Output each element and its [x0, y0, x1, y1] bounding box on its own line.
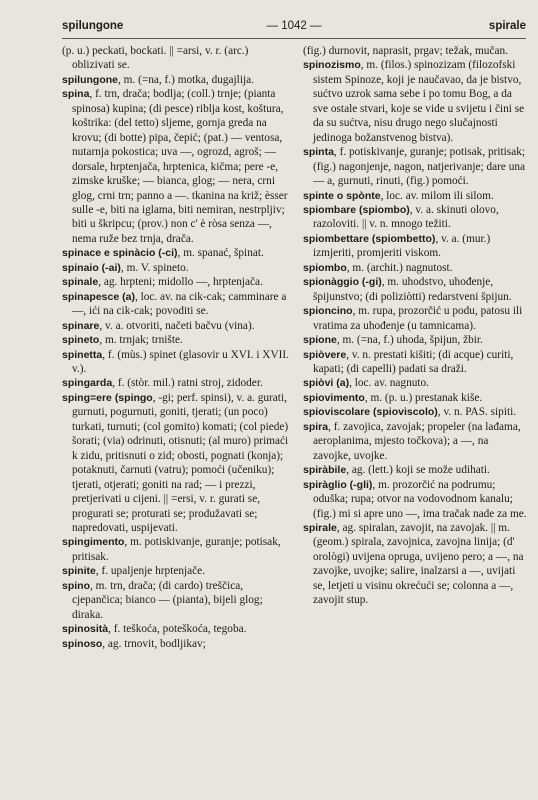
dictionary-entry: spinale, ag. hrpteni; midollo —, hrptenjača. [62, 276, 263, 289]
page-number: — 1042 — [266, 20, 322, 32]
dictionary-entry: spirale, ag. spiralan, zavojit, na zavojak. || m. (geom.) spirala, zavojnica, zavojna linija; (d' orològi) uvijena opruga, uvijeno pero; a —, na zavojke, uvojke; salire, inalzarsi a —, uvijati se, letjeti u visinu okrećući se; colonna a —, zavojit stup. [303, 521, 524, 607]
dictionary-entry: spiombare (spiombo), v. a. skinuti olovo, razoloviti. || v. n. mnogo težiti. [303, 203, 499, 231]
dictionary-entry: spiombettare (spiombetto), v. a. (mur.) izmjeriti, promjeriti viskom. [303, 232, 491, 260]
dictionary-entry: spinace e spinàcio (-ci), m. spanać, špinat. [62, 247, 264, 260]
left-column [62, 44, 292, 651]
dictionary-entry: (p. u.) peckati, bockati. || =arsi, v. r. (arc.) oblizivati se. [62, 45, 249, 72]
dictionary-entry: spinoso, ag. trnovit, bodljikav; [62, 637, 206, 650]
dictionary-entry: spiràglio (-gli), m. prozorčić na podrumu; oduška; rupa; otvor na vodovodnom kanalu; (fig.) mi si apre uno —, ima tračak nade za me. [303, 478, 527, 520]
dictionary-entry: spiòvi (a), loc. av. nagnuto. [303, 377, 429, 390]
dictionary-entry: spira, f. zavojica, zavojak; propeler (na lađama, aeroplanima, mjesto točkova); a —, na zavojke, uvojke. [303, 420, 521, 462]
dictionary-entry: spineto, m. trnjak; trnište. [62, 334, 183, 347]
dictionary-entry: spinite, f. upaljenje hrptenjače. [62, 565, 205, 578]
dictionary-entry: spinapesce (a), loc. av. na cik-cak; camminare a —, ići na cik-cak; povoditi se. [62, 290, 287, 318]
dictionary-entry: spiovimento, m. (p. u.) prestanak kiše. [303, 391, 483, 404]
dictionary-entry: spinaio (-ai), m. V. spineto. [62, 261, 189, 274]
right-column [303, 44, 529, 608]
dictionary-entry: spilungone, m. (=na, f.) motka, dugajlija. [62, 73, 254, 86]
dictionary-entry: spiombo, m. (archit.) nagnutost. [303, 261, 453, 274]
header-right-guide-word: spirale [488, 20, 526, 32]
dictionary-entry: spingarda, f. (stòr. mil.) ratni stroj, zidoder. [62, 377, 263, 390]
dictionary-entry: spiràbile, ag. (lett.) koji se može udihati. [303, 464, 490, 477]
dictionary-entry: spioviscolare (spioviscolo), v. n. PAS. sipiti. [303, 406, 517, 419]
dictionary-entry: spinozismo, m. (filos.) spinozizam (filozofski sistem Spinoze, koji je naučavao, da je bistvo, sućtvo uzrok sama sebe i po tomu Bog, a da sve ostale stvari, koje se vide u svijetu i čini se da su sućtva, nisu drugo nego slučajnosti jedinoga božanstvenog bistva). [303, 59, 525, 144]
dictionary-entry: spinetta, f. (mùs.) spinet (glasovir u XVI. i XVII. v.). [62, 348, 289, 375]
dictionary-entry: spinte o spònte, loc. av. milom ili silom. [303, 189, 494, 202]
dictionary-entry: spiòvere, v. n. prestati kišiti; (di acque) curiti, kapati; (di capelli) padati sa draži. [303, 348, 514, 375]
dictionary-entry: spionàggio (-gi), m. uhodstvo, uhođenje, špijunstvo; (di poliziòtti) redarstveni špijun. [303, 276, 512, 303]
dictionary-entry: sping=ere (spingo, -gi; perf. spinsi), v. a. gurati, gurnuti, pogurnuti, goniti, tjerati; (un poco) turkati, turnuti; (col gomito) komati; (col piede) šorati; (via) odrinuti, otisnuti; (al muro) primaći k zidu, pritisnuti o zid; obosti, pognati (konja); potaknuti, čarnuti (vatru); pomoći (učeniku); tjerati, otjerati; goniti na rad; — i prezzi, pretjerivati u cijeni. || =ersi, v. r. gurati se, progurati se; proturati se; produžavati se; napredovati, uspijevati. [62, 391, 289, 534]
dictionary-entry: spingimento, m. potiskivanje, guranje; potisak, pritisak. [62, 536, 281, 563]
header-left-guide-word: spilungone [62, 20, 124, 32]
dictionary-entry: spinare, v. a. otvoriti, načeti bačvu (vina). [62, 319, 255, 332]
dictionary-entry: spina, f. trn, drača; bodlja; (coll.) trnje; (pianta spinosa) kupina; (di pesce) riblja kost, koštura, koštrika: (del tetto) sljeme, gornja greda na krovu; (di botte) pipa, čepić; (pat.) — ventosa, nutarnja pokostica; uva —, ogrozd, agroš; — dorsale, hrptenjača, hrptenica, kičma; pere -e, zimske kruške; — bianca, glog; — nera, crni glog, crni trn; panno a —. tkanina na križ; èsser sulle -e, biti na iglama, biti nemiran, nestrpljiv; biti u škripcu; (prov.) non c' è ròsa senza —, nema ruže bez trnja, drača. [62, 88, 288, 245]
dictionary-entry: spione, m. (=na, f.) uhoda, špijun, žbir. [303, 334, 483, 347]
dictionary-entry: spinosità, f. teškoća, poteškoća, tegoba. [62, 623, 247, 636]
dictionary-entry: (fig.) durnovit, naprasit, prgav; težak, mučan. [303, 45, 508, 57]
dictionary-entry: spino, m. trn, drača; (di cardo) treščica, cjepančica; bianco — (pianta), bijeli glog; diraka. [62, 579, 263, 621]
dictionary-entry: spioncino, m. rupa, prozorčić u podu, patosu ili vratima za uhođenje (u tamnicama). [303, 305, 523, 332]
dictionary-entry: spinta, f. potiskivanje, guranje; potisak, pritisak; (fig.) nagonjenje, nagon, natjerivanje; dare una — a, gurnuti, rinuti, (fig.) pomoći. [303, 146, 526, 188]
page-header [62, 20, 526, 39]
